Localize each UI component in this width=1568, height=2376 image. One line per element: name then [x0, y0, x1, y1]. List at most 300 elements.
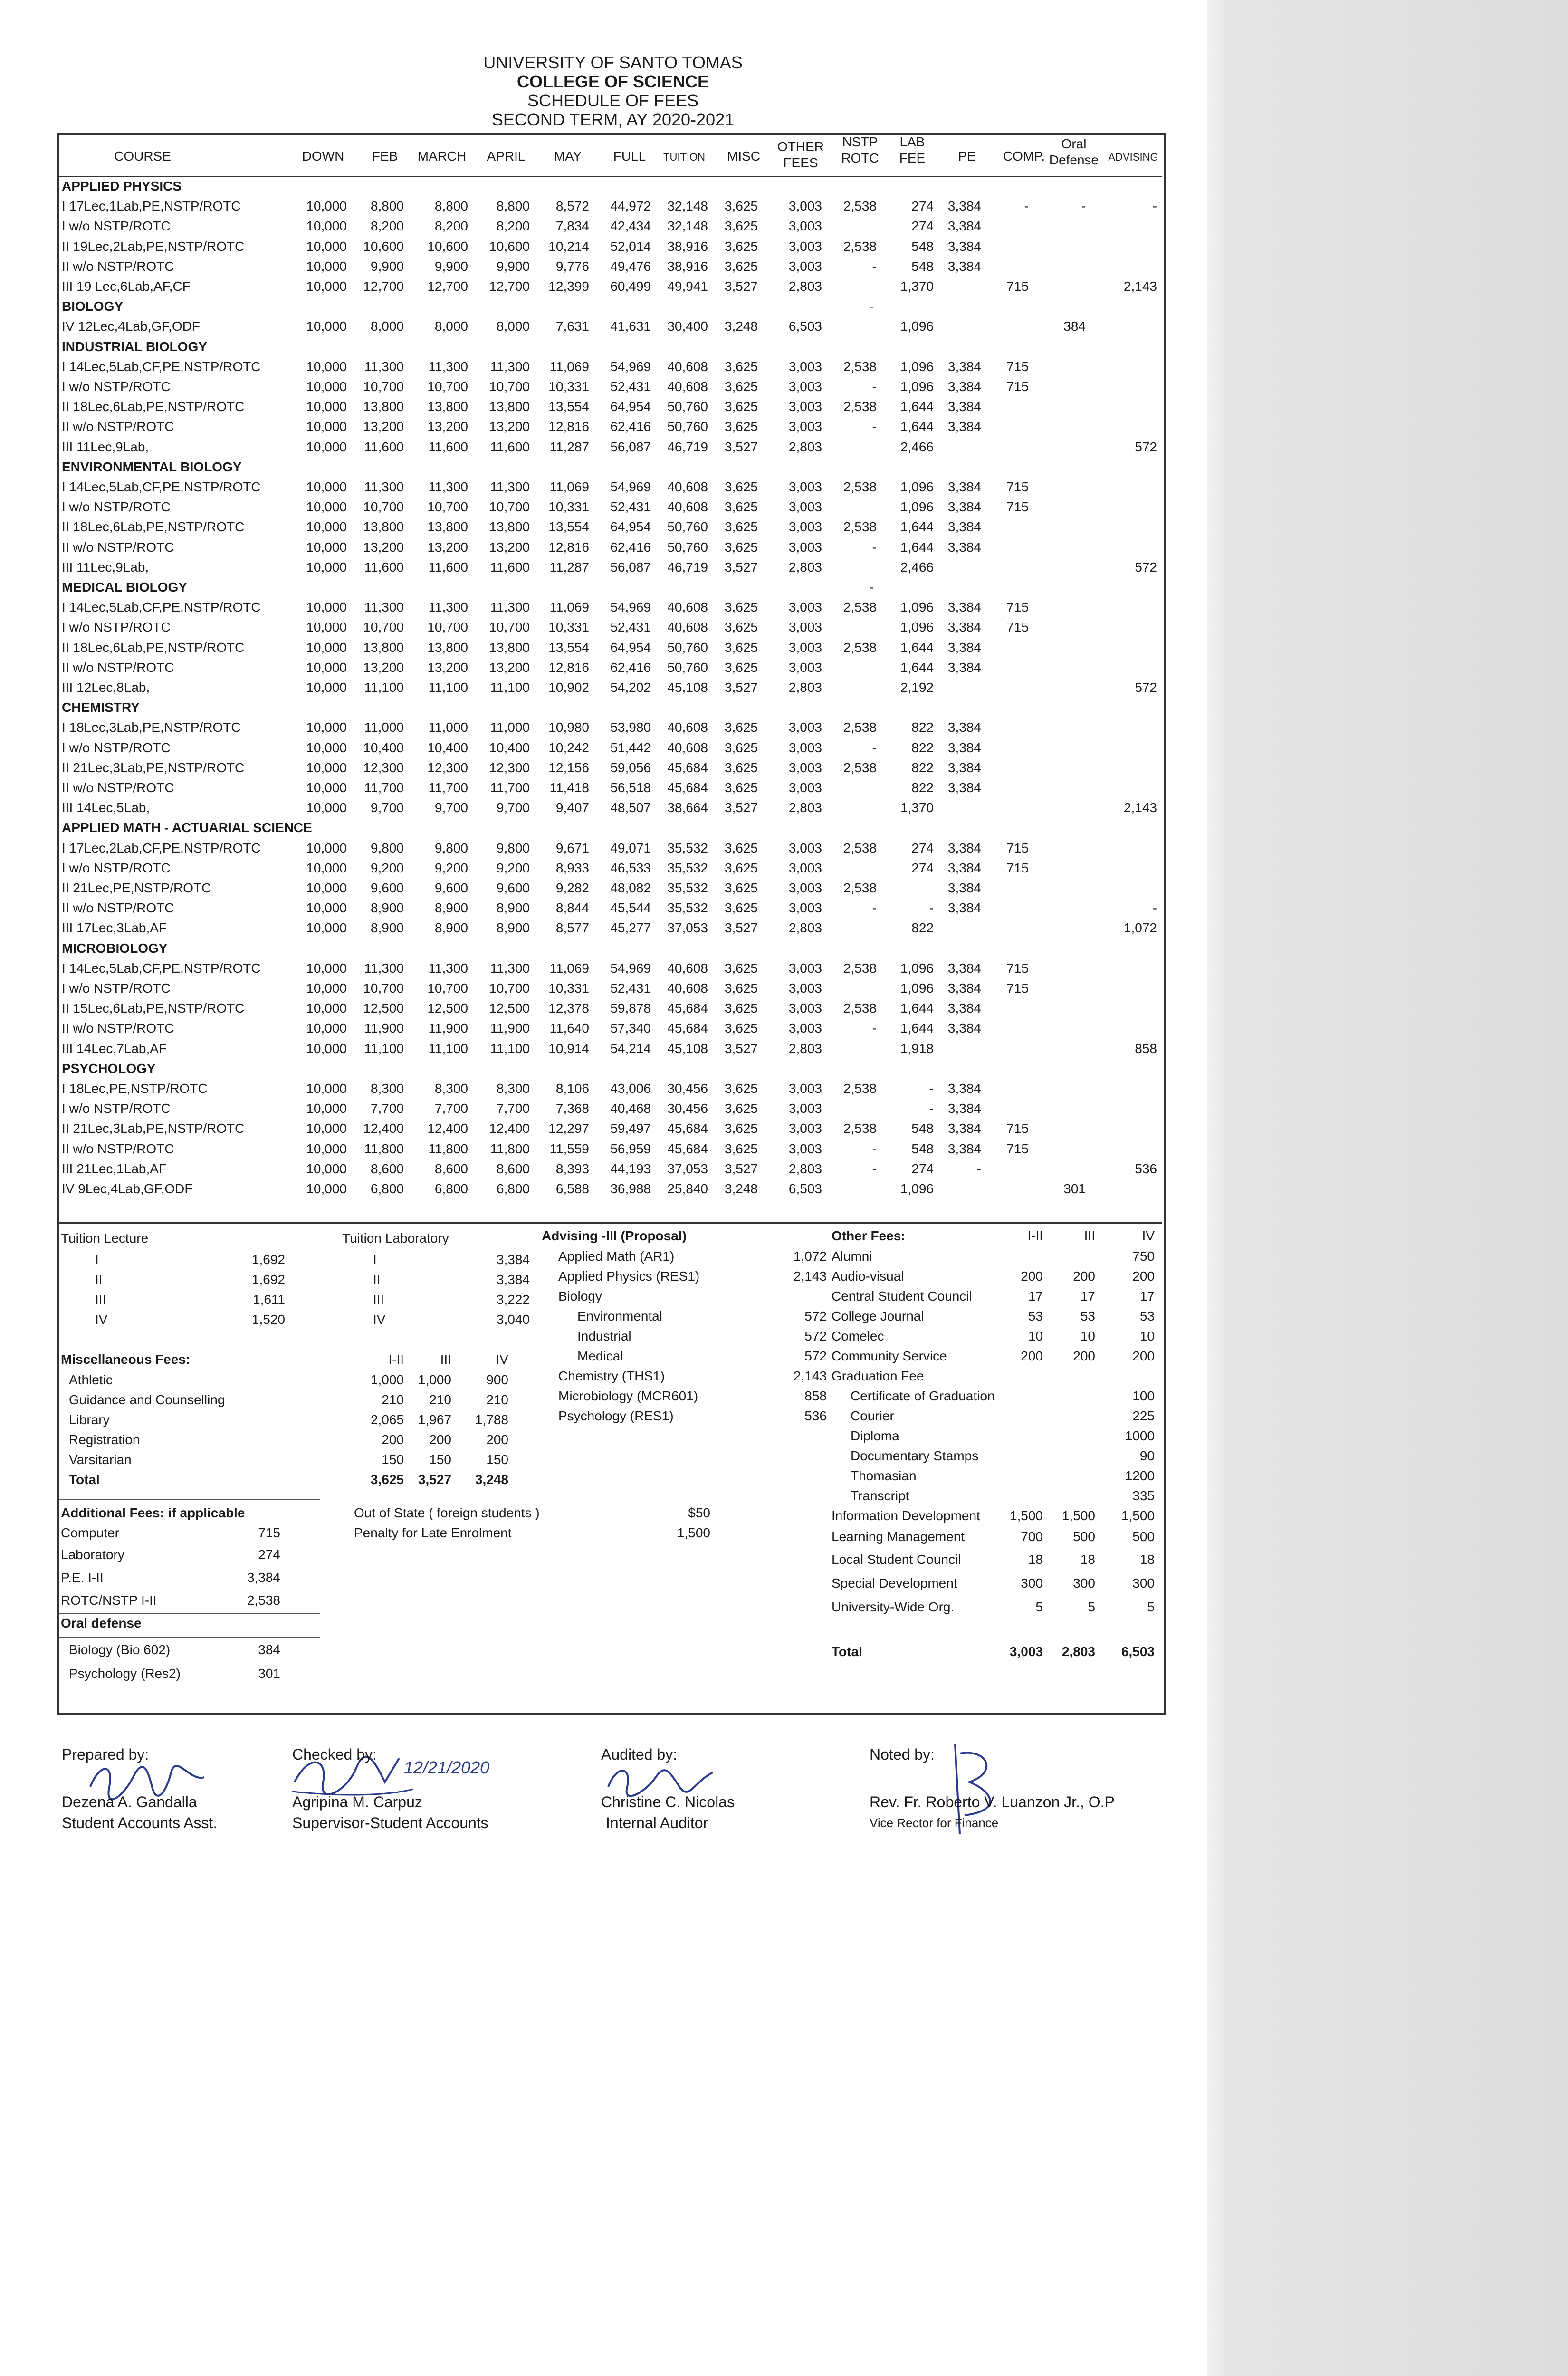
full-cell: 52,431	[610, 499, 651, 515]
full-cell: 49,476	[610, 259, 651, 274]
additional-fee-amount: 715	[258, 1525, 280, 1540]
down-cell: 10,000	[306, 960, 347, 976]
table-row	[59, 1098, 1162, 1118]
other-fees-total-amount: 3,003	[1009, 1644, 1043, 1659]
tuition-cell: 30,400	[667, 319, 708, 334]
full-cell: 42,434	[610, 219, 651, 234]
course-cell: I 18Lec,PE,NSTP/ROTC	[62, 1081, 208, 1096]
misc-fee-amount: 3,527	[418, 1472, 451, 1487]
may-cell: 11,418	[549, 780, 589, 795]
other-fee-amount: 500	[1073, 1529, 1095, 1544]
full-cell: 59,878	[610, 1001, 651, 1016]
advising-cell: -	[1152, 901, 1157, 916]
misc-cell: 3,625	[724, 1081, 758, 1096]
misc-cell: 3,625	[724, 640, 758, 655]
lab-fee-cell: 1,644	[900, 660, 934, 675]
misc-cell: 3,625	[724, 960, 758, 976]
nstp-rotc-cell: -	[872, 419, 877, 434]
misc-cell: 3,625	[724, 1021, 758, 1036]
full-cell: 54,969	[610, 960, 651, 976]
full-cell: 64,954	[610, 399, 651, 414]
table-row	[59, 898, 1162, 918]
other-fees-cell: 3,003	[788, 981, 822, 996]
full-cell: 49,071	[610, 840, 651, 855]
tuition-cell: 40,608	[667, 981, 708, 996]
nstp-rotc-cell: -	[872, 1161, 877, 1176]
term-title: SECOND TERM, AY 2020-2021	[491, 110, 735, 129]
may-cell: 11,287	[549, 559, 589, 575]
section-heading: PSYCHOLOGY	[62, 1061, 156, 1076]
advising-cell: 858	[1135, 1041, 1157, 1056]
tuition-cell: 38,916	[667, 259, 708, 274]
other-fee-amount: 53	[1139, 1309, 1155, 1323]
other-fees-cell: 2,803	[788, 559, 822, 575]
lab-fee-cell: 1,644	[900, 640, 934, 655]
down-cell: 10,000	[306, 419, 347, 434]
misc-cell: 3,625	[724, 259, 758, 274]
may-cell: 8,106	[555, 1081, 589, 1096]
april-cell: 13,800	[489, 640, 530, 655]
march-cell: 10,700	[427, 620, 468, 635]
march-cell: 7,700	[434, 1101, 468, 1116]
tuition-cell: 35,532	[667, 860, 708, 875]
other-fee-amount: 5	[1147, 1600, 1155, 1614]
course-cell: II 21Lec,PE,NSTP/ROTC	[62, 881, 211, 895]
misc-cell: 3,527	[724, 920, 758, 936]
col-advising: ADVISING	[1108, 151, 1158, 163]
table-row	[59, 738, 1162, 757]
advising-title: Advising -III (Proposal)	[542, 1228, 687, 1243]
feb-cell: 9,900	[370, 259, 404, 274]
pe-cell: 3,384	[947, 539, 981, 555]
other-fees-cell: 6,503	[788, 319, 822, 334]
misc-fee-amount: 210	[382, 1392, 404, 1407]
course-cell: II w/o NSTP/ROTC	[62, 901, 174, 916]
may-cell: 8,844	[555, 901, 589, 916]
feb-cell: 8,300	[370, 1081, 404, 1096]
course-cell: IV 9Lec,4Lab,GF,ODF	[62, 1181, 193, 1196]
tuition-lecture-amount: 1,692	[251, 1272, 285, 1287]
feb-cell: 11,300	[364, 960, 404, 976]
feb-cell: 10,700	[363, 379, 404, 394]
march-cell: 8,000	[434, 319, 468, 334]
misc-fee-amount: 3,248	[475, 1472, 508, 1487]
other-fees-cell: 2,803	[788, 279, 822, 294]
full-cell: 56,087	[610, 559, 651, 575]
april-cell: 10,600	[489, 239, 530, 254]
nstp-rotc-cell: 2,538	[843, 1121, 877, 1136]
misc-cell: 3,625	[724, 379, 758, 394]
other-fees-cell: 3,003	[788, 1001, 822, 1016]
feb-cell: 8,800	[370, 199, 404, 214]
full-cell: 45,544	[610, 901, 651, 916]
other-fees-cell: 3,003	[788, 840, 822, 855]
oral-defense-cell: 301	[1063, 1181, 1086, 1196]
full-cell: 52,431	[610, 981, 651, 996]
nstp-rotc-cell: 2,538	[843, 960, 877, 976]
misc-cell: 3,527	[724, 800, 758, 815]
may-cell: 9,282	[555, 881, 589, 895]
advising-amount: 858	[804, 1389, 827, 1403]
course-cell: II w/o NSTP/ROTC	[62, 259, 174, 274]
oral-defense-cell: 384	[1063, 319, 1086, 334]
march-cell: 9,600	[434, 881, 468, 895]
other-fee-name: Documentary Stamps	[851, 1448, 979, 1463]
misc-cell: 3,625	[724, 1141, 758, 1156]
tuition-cell: 40,608	[667, 359, 708, 374]
table-row	[59, 497, 1162, 517]
tuition-cell: 35,532	[667, 840, 708, 855]
misc-cell: 3,625	[724, 419, 758, 434]
misc-cell: 3,625	[724, 239, 758, 254]
down-cell: 10,000	[306, 1001, 347, 1016]
march-cell: 11,600	[428, 559, 468, 575]
nstp-rotc-cell: 2,538	[843, 519, 877, 535]
tuition-cell: 45,108	[667, 1041, 708, 1056]
full-cell: 59,497	[610, 1121, 651, 1136]
col-comp: COMP.	[1003, 149, 1045, 163]
pe-cell: 3,384	[947, 860, 981, 875]
pe-cell: 3,384	[947, 600, 981, 615]
full-cell: 56,518	[610, 780, 651, 795]
other-fees-cell: 3,003	[788, 1141, 822, 1156]
march-cell: 11,800	[428, 1141, 468, 1156]
nstp-rotc-cell: -	[872, 379, 877, 394]
april-cell: 11,600	[490, 559, 530, 575]
nstp-rotc-cell: 2,538	[843, 760, 877, 775]
misc-fee-amount: 150	[429, 1452, 451, 1467]
course-cell: II 15Lec,6Lab,PE,NSTP/ROTC	[62, 1001, 245, 1016]
other-fees-cell: 2,803	[788, 439, 822, 454]
pe-cell: 3,384	[947, 199, 981, 214]
section-heading: BIOLOGY	[62, 299, 124, 314]
pe-cell: 3,384	[947, 1001, 981, 1016]
lab-fee-cell: 1,644	[900, 539, 934, 555]
down-cell: 10,000	[306, 1041, 347, 1056]
other-fee-amount: 17	[1028, 1289, 1043, 1303]
april-cell: 8,900	[496, 901, 530, 916]
march-cell: 10,600	[427, 239, 468, 254]
lab-fee-cell: 1,096	[900, 499, 934, 515]
pe-cell: 3,384	[947, 840, 981, 855]
lab-fee-cell: 822	[911, 780, 934, 795]
full-cell: 54,969	[610, 600, 651, 615]
other-fee-amount: 18	[1139, 1552, 1155, 1567]
additional-fees-title: Additional Fees: if applicable	[61, 1505, 245, 1520]
lab-fee-cell: -	[929, 1081, 934, 1096]
advising-cell: 572	[1135, 680, 1157, 695]
down-cell: 10,000	[306, 920, 347, 936]
lab-fee-cell: 274	[911, 1161, 934, 1176]
full-cell: 59,056	[610, 760, 651, 775]
misc-fee-name: Registration	[69, 1432, 140, 1447]
pe-cell: 3,384	[947, 479, 981, 494]
section-heading: ENVIRONMENTAL BIOLOGY	[62, 459, 242, 474]
march-cell: 11,100	[428, 680, 468, 695]
tuition-lecture-year: I	[95, 1252, 99, 1267]
table-row	[59, 196, 1162, 216]
april-cell: 12,500	[489, 1001, 530, 1016]
misc-cell: 3,527	[724, 439, 758, 454]
table-row	[59, 356, 1162, 376]
misc-cell: 3,625	[724, 901, 758, 916]
course-cell: III 19 Lec,6Lab,AF,CF	[62, 279, 191, 294]
may-cell: 10,214	[548, 239, 589, 254]
oral-defense-title: Oral defense	[61, 1616, 142, 1630]
other-fee-name: Diploma	[851, 1428, 899, 1443]
col-other-fees: OTHER FEES	[777, 139, 824, 170]
may-cell: 12,816	[548, 539, 589, 555]
other-fee-amount: 18	[1028, 1552, 1043, 1567]
may-cell: 8,572	[555, 199, 589, 214]
misc-cell: 3,625	[724, 399, 758, 414]
table-row	[59, 517, 1162, 537]
other-fee-name: Local Student Council	[832, 1552, 961, 1567]
lab-fee-cell: 548	[911, 239, 934, 254]
tuition-lecture-year: II	[95, 1272, 103, 1287]
may-cell: 12,156	[548, 760, 589, 775]
other-fees-cell: 3,003	[788, 881, 822, 895]
lab-fee-cell: 274	[911, 219, 934, 234]
prepared-by-title: Student Accounts Asst.	[62, 1814, 218, 1831]
down-cell: 10,000	[306, 620, 347, 635]
additional-fee-name: P.E. I-II	[61, 1570, 104, 1585]
tuition-cell: 50,760	[667, 519, 708, 535]
course-cell: II w/o NSTP/ROTC	[62, 419, 174, 434]
full-cell: 53,980	[610, 720, 651, 735]
feb-cell: 11,300	[364, 479, 404, 494]
down-cell: 10,000	[306, 399, 347, 414]
misc-fee-name: Varsitarian	[69, 1452, 132, 1467]
lab-fee-cell: 1,370	[900, 279, 934, 294]
march-cell: 13,200	[427, 660, 468, 675]
section-heading: MEDICAL BIOLOGY	[62, 580, 187, 594]
col-down: DOWN	[302, 149, 344, 163]
misc-fee-amount: 900	[486, 1372, 508, 1387]
lab-fee-cell: 2,466	[900, 559, 934, 575]
table-row	[59, 1139, 1162, 1159]
april-cell: 11,700	[490, 780, 530, 795]
other-fee-name: Audio-visual	[832, 1269, 904, 1284]
other-fee-name: Information Development	[832, 1508, 980, 1523]
misc-fee-amount: 200	[382, 1432, 404, 1447]
other-fees-total-label: Total	[832, 1644, 862, 1659]
course-cell: II 21Lec,3Lab,PE,NSTP/ROTC	[62, 1121, 245, 1136]
lab-fee-cell: 1,918	[900, 1041, 934, 1056]
misc-cell: 3,625	[724, 860, 758, 875]
misc-cell: 3,625	[724, 981, 758, 996]
down-cell: 10,000	[306, 600, 347, 615]
march-cell: 12,300	[427, 760, 468, 775]
other-fee-amount: 335	[1132, 1488, 1155, 1503]
march-cell: 9,700	[434, 800, 468, 815]
feb-cell: 6,800	[370, 1181, 404, 1196]
lab-fee-cell: 1,096	[900, 1181, 934, 1196]
lab-fee-cell: 2,466	[900, 439, 934, 454]
april-cell: 9,900	[496, 259, 530, 274]
tuition-cell: 30,456	[667, 1101, 708, 1116]
down-cell: 10,000	[306, 1161, 347, 1176]
comp-cell: 715	[1006, 279, 1029, 294]
misc-cell: 3,625	[724, 359, 758, 374]
down-cell: 10,000	[306, 479, 347, 494]
april-cell: 11,300	[490, 359, 530, 374]
full-cell: 62,416	[610, 539, 651, 555]
comp-cell: 715	[1006, 479, 1029, 494]
down-cell: 10,000	[306, 359, 347, 374]
feb-cell: 10,400	[363, 740, 404, 755]
may-cell: 9,671	[555, 840, 589, 855]
tuition-cell: 45,684	[667, 1141, 708, 1156]
divider-line	[59, 1613, 320, 1614]
feb-cell: 8,000	[370, 319, 404, 334]
advising-cell: -	[1152, 199, 1157, 214]
down-cell: 10,000	[306, 259, 347, 274]
pe-cell: 3,384	[947, 419, 981, 434]
scan-background-edge	[1207, 0, 1568, 2376]
course-cell: I 17Lec,2Lab,CF,PE,NSTP/ROTC	[62, 840, 261, 855]
other-fee-name: Graduation Fee	[832, 1369, 924, 1383]
tuition-cell: 45,108	[667, 680, 708, 695]
section-dash: -	[870, 580, 874, 594]
tuition-cell: 25,840	[667, 1181, 708, 1196]
col-course: COURSE	[114, 149, 171, 163]
down-cell: 10,000	[306, 519, 347, 535]
full-cell: 54,969	[610, 359, 651, 374]
may-cell: 7,834	[555, 219, 589, 234]
may-cell: 8,393	[555, 1161, 589, 1176]
table-row	[59, 477, 1162, 497]
misc-fee-name: Athletic	[69, 1372, 113, 1387]
tuition-lab-amount: 3,040	[496, 1312, 530, 1327]
feb-cell: 10,700	[363, 981, 404, 996]
advising-cell: 572	[1135, 439, 1157, 454]
misc-cell: 3,248	[724, 1181, 758, 1196]
full-cell: 64,954	[610, 640, 651, 655]
col-oral-defense: Oral Defense	[1049, 136, 1099, 167]
full-cell: 56,087	[610, 439, 651, 454]
comp-cell: 715	[1006, 960, 1029, 976]
feb-cell: 13,200	[363, 539, 404, 555]
down-cell: 10,000	[306, 539, 347, 555]
lab-fee-cell: 1,096	[900, 359, 934, 374]
additional-fee-amount: 274	[258, 1547, 280, 1562]
april-cell: 11,900	[490, 1021, 530, 1036]
may-cell: 6,588	[555, 1181, 589, 1196]
other-fee-name: Alumni	[832, 1249, 872, 1264]
comp-cell: 715	[1006, 860, 1029, 875]
other-fees-cell: 3,003	[788, 499, 822, 515]
other-fees-cell: 3,003	[788, 479, 822, 494]
misc-cell: 3,625	[724, 539, 758, 555]
down-cell: 10,000	[306, 881, 347, 895]
advising-amount: 572	[804, 1349, 827, 1363]
section-heading: MICROBIOLOGY	[62, 940, 168, 956]
course-cell: II 18Lec,6Lab,PE,NSTP/ROTC	[62, 399, 245, 414]
full-cell: 52,014	[610, 239, 651, 254]
other-fee-amount: 200	[1073, 1349, 1095, 1363]
pe-cell: 3,384	[947, 359, 981, 374]
pe-cell: 3,384	[947, 399, 981, 414]
tuition-cell: 35,532	[667, 881, 708, 895]
table-row	[59, 1118, 1162, 1138]
divider-line	[59, 1637, 320, 1638]
lab-fee-cell: 1,644	[900, 419, 934, 434]
comp-cell: 715	[1006, 620, 1029, 635]
advising-course: Microbiology (MCR601)	[558, 1389, 698, 1403]
other-fees-col-header: I-II	[1027, 1228, 1043, 1243]
pe-cell: 3,384	[947, 1121, 981, 1136]
down-cell: 10,000	[306, 981, 347, 996]
course-cell: I 18Lec,3Lab,PE,NSTP/ROTC	[62, 720, 241, 735]
feb-cell: 11,000	[364, 720, 404, 735]
tuition-lab-title: Tuition Laboratory	[342, 1231, 449, 1245]
misc-cell: 3,625	[724, 760, 758, 775]
down-cell: 10,000	[306, 279, 347, 294]
lab-fee-cell: -	[929, 1101, 934, 1116]
pe-cell: 3,384	[947, 1101, 981, 1116]
misc-fee-amount: 2,065	[370, 1412, 404, 1427]
course-cell: I 14Lec,5Lab,CF,PE,NSTP/ROTC	[62, 960, 261, 976]
may-cell: 11,640	[549, 1021, 589, 1036]
pe-cell: 3,384	[947, 620, 981, 635]
misc-cell: 3,527	[724, 1161, 758, 1176]
misc-fee-amount: 1,788	[475, 1412, 508, 1427]
other-fees-cell: 3,003	[788, 1121, 822, 1136]
col-nstp-rotc: NSTP ROTC	[841, 134, 879, 165]
feb-cell: 13,800	[363, 640, 404, 655]
feb-cell: 7,700	[370, 1101, 404, 1116]
misc-cell: 3,625	[724, 780, 758, 795]
course-cell: III 21Lec,1Lab,AF	[62, 1161, 167, 1176]
other-fees-cell: 3,003	[788, 620, 822, 635]
other-fees-cell: 3,003	[788, 219, 822, 234]
lab-fee-cell: 1,644	[900, 519, 934, 535]
pe-cell: 3,384	[947, 239, 981, 254]
other-fees-cell: 3,003	[788, 399, 822, 414]
header-divider	[59, 176, 1162, 177]
march-cell: 11,000	[428, 720, 468, 735]
lab-fee-cell: 274	[911, 199, 934, 214]
other-fee-amount: 200	[1073, 1269, 1095, 1284]
table-row	[59, 998, 1162, 1018]
course-cell: I w/o NSTP/ROTC	[62, 379, 171, 394]
april-cell: 7,700	[496, 1101, 530, 1116]
march-cell: 8,900	[434, 901, 468, 916]
other-fee-amount: 700	[1021, 1529, 1043, 1544]
march-cell: 10,700	[427, 981, 468, 996]
advising-course: Environmental	[577, 1309, 662, 1323]
other-fee-amount: 200	[1021, 1349, 1043, 1363]
may-cell: 12,816	[548, 660, 589, 675]
april-cell: 11,600	[490, 439, 530, 454]
table-row	[59, 858, 1162, 878]
misc-cell: 3,527	[724, 1041, 758, 1056]
april-cell: 9,600	[496, 881, 530, 895]
additional-fee-amount: 2,538	[247, 1593, 280, 1608]
full-cell: 44,972	[610, 199, 651, 214]
other-fees-total-amount: 2,803	[1061, 1644, 1095, 1659]
full-cell: 36,988	[610, 1181, 651, 1196]
section-dash: -	[870, 299, 874, 314]
table-row	[59, 1159, 1162, 1178]
down-cell: 10,000	[306, 1141, 347, 1156]
other-fees-cell: 2,803	[788, 1161, 822, 1176]
table-row	[59, 597, 1162, 617]
col-march: MARCH	[417, 149, 467, 163]
misc-col-header: III	[440, 1352, 451, 1367]
tuition-cell: 50,760	[667, 640, 708, 655]
